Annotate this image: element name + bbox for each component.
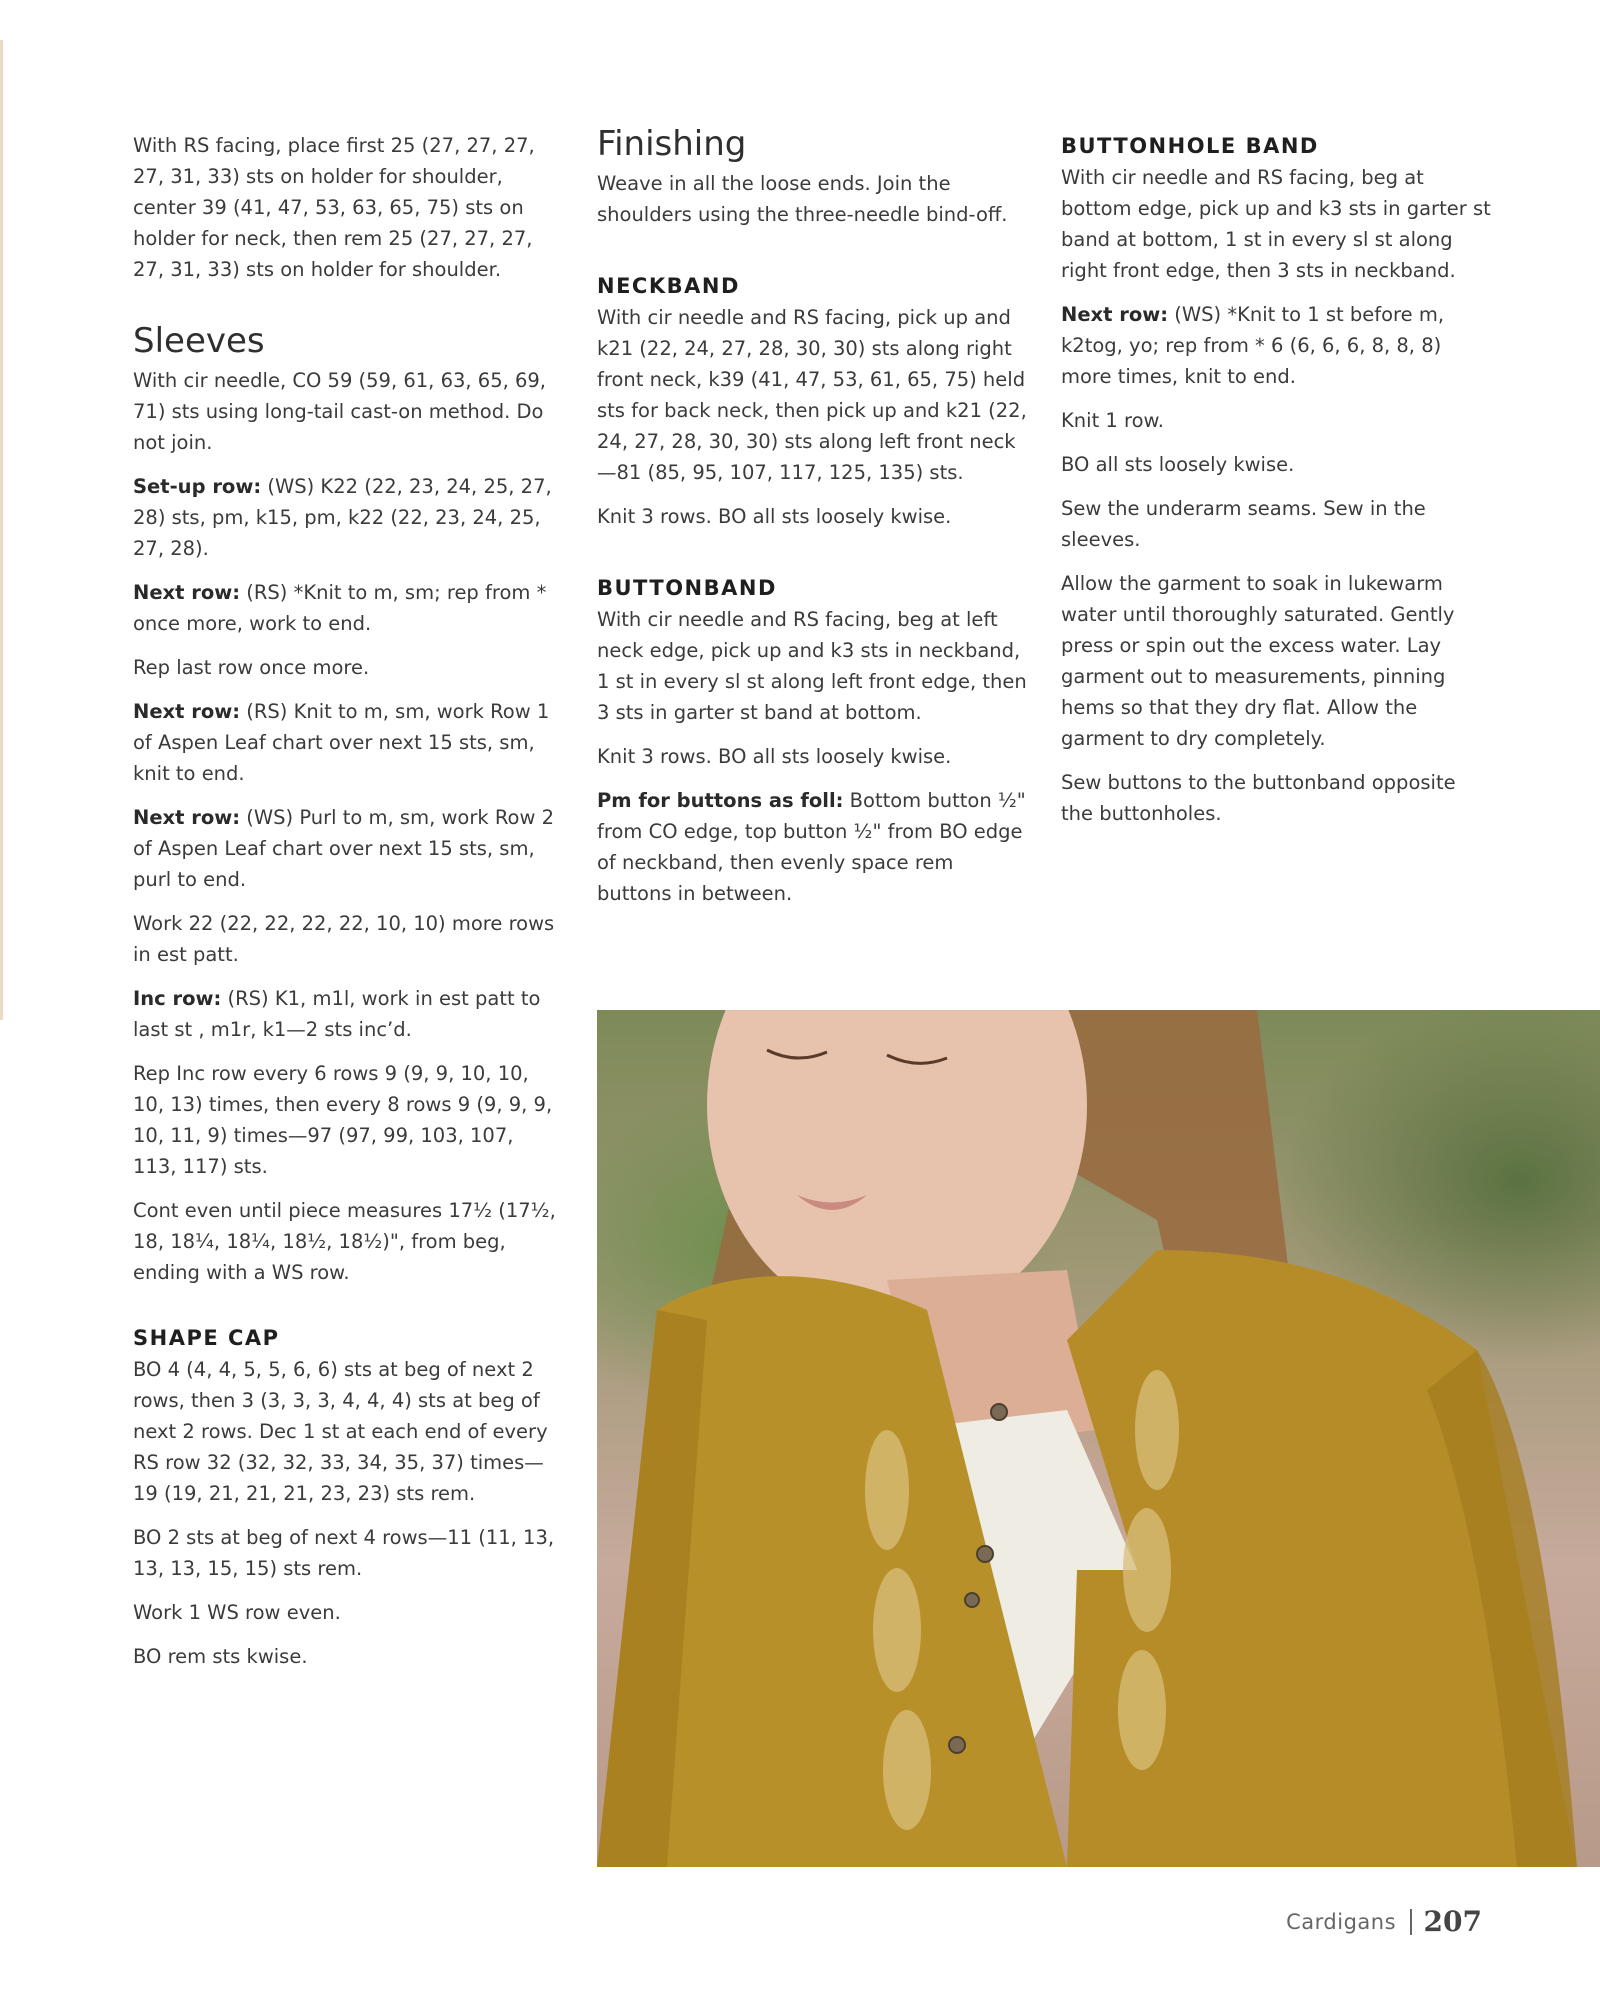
left-column [133, 130, 563, 1685]
right-column [1061, 130, 1491, 842]
setup-row-label: Set-up row: [133, 475, 262, 498]
page-number: 207 [1423, 1905, 1482, 1938]
next-row-2-label: Next row: [133, 700, 241, 723]
neckband-paragraph-1: With cir needle and RS facing, pick up and k21 (22, 24, 27, 28, 30, 30) sts along right front neck, k39 (41, 47, 53, 61, 65, 75) held sts for back neck, then pick up and k21 (22, 24, 27, 28, 30, 30) sts along left front neck—81 (85, 95, 107, 117, 125, 135) sts. [597, 306, 1027, 484]
buttonband-paragraph-2: Knit 3 rows. BO all sts loosely kwise. [597, 745, 952, 768]
buttonhole-next-row-text: (WS) *Knit to 1 st before m, k2tog, yo; rep from * 6 (6, 6, 6, 8, 8, 8) more times, knit to end. [1061, 303, 1445, 388]
page-footer [1286, 1905, 1482, 1938]
pm-buttons-label: Pm for buttons as foll: [597, 789, 844, 812]
footer-separator [1410, 1909, 1412, 1935]
middle-column [597, 122, 1027, 922]
setup-row-paragraph [133, 471, 563, 564]
buttonband-heading: BUTTONBAND [597, 576, 777, 600]
pm-buttons-paragraph [597, 785, 1027, 909]
shape-cap-paragraph-2: BO 2 sts at beg of next 4 rows—11 (11, 13, 13, 13, 15, 15) sts rem. [133, 1526, 555, 1580]
buttonhole-paragraph-1: With cir needle and RS facing, beg at bottom edge, pick up and k3 sts in garter st band at bottom, 1 st in every sl st along right front edge, then 3 sts in neckband. [1061, 166, 1491, 282]
finishing-paragraph: Weave in all the loose ends. Join the shoulders using the three-needle bind-off. [597, 172, 1008, 226]
neckband-heading: NECKBAND [597, 274, 740, 298]
soak-paragraph: Allow the garment to soak in lukewarm water until thoroughly saturated. Gently press or spin out the excess water. Lay garment out to measurements, pinning hems so that they dry flat. Allow the garment to dry completely. [1061, 572, 1455, 750]
next-row-1-text: (RS) *Knit to m, sm; rep from * once more, work to end. [133, 581, 547, 635]
buttonhole-next-row-label: Next row: [1061, 303, 1169, 326]
next-row-1-label: Next row: [133, 581, 241, 604]
knit-one-row-paragraph: Knit 1 row. [1061, 409, 1164, 432]
cardigan-photo [597, 1010, 1600, 1867]
sew-buttons-paragraph: Sew buttons to the buttonband opposite the buttonholes. [1061, 771, 1456, 825]
next-row-3-paragraph [133, 802, 563, 895]
buttonhole-next-row-paragraph [1061, 299, 1491, 392]
next-row-3-text: (WS) Purl to m, sm, work Row 2 of Aspen Leaf chart over next 15 sts, sm, purl to end. [133, 806, 555, 891]
sleeves-cast-on-paragraph: With cir needle, CO 59 (59, 61, 63, 65, 69, 71) sts using long-tail cast-on method. Do not join. [133, 369, 547, 454]
next-row-1-paragraph [133, 577, 563, 639]
sleeves-heading: Sleeves [133, 321, 265, 361]
footer-section-label: Cardigans [1286, 1909, 1397, 1934]
page-edge-rule [0, 40, 3, 1020]
setup-row-text: (WS) K22 (22, 23, 24, 25, 27, 28) sts, pm, k15, pm, k22 (22, 23, 24, 25, 27, 28). [133, 475, 552, 560]
shape-cap-paragraph-4: BO rem sts kwise. [133, 1645, 308, 1668]
inc-row-paragraph [133, 983, 563, 1045]
buttonhole-band-heading: BUTTONHOLE BAND [1061, 134, 1319, 158]
shape-cap-paragraph-3: Work 1 WS row even. [133, 1601, 341, 1624]
cardigan-photo-illustration [597, 1010, 1600, 1867]
bind-off-paragraph: BO all sts loosely kwise. [1061, 453, 1295, 476]
next-row-2-paragraph [133, 696, 563, 789]
shape-cap-heading: SHAPE CAP [133, 1326, 280, 1350]
cont-even-paragraph: Cont even until piece measures 17½ (17½, 18, 18¼, 18¼, 18½, 18½)", from beg, ending with a WS row. [133, 1199, 556, 1284]
buttonband-paragraph-1: With cir needle and RS facing, beg at left neck edge, pick up and k3 sts in neckband, 1 st in every sl st along left front edge, then 3 sts in garter st band at bottom. [597, 608, 1027, 724]
inc-row-text: (RS) K1, m1l, work in est patt to last st , m1r, k1—2 sts inc’d. [133, 987, 541, 1041]
pm-buttons-text: Bottom button ½" from CO edge, top button ½" from BO edge of neckband, then evenly space rem buttons in between. [597, 789, 1026, 905]
shape-cap-paragraph-1: BO 4 (4, 4, 5, 5, 6, 6) sts at beg of next 2 rows, then 3 (3, 3, 3, 4, 4, 4) sts at beg of next 2 rows. Dec 1 st at each end of every RS row 32 (32, 32, 33, 34, 35, 37) times—19 (19, 21, 21, 21, 23, 23) sts rem. [133, 1358, 548, 1505]
intro-paragraph: With RS facing, place first 25 (27, 27, 27, 27, 31, 33) sts on holder for shoulder, center 39 (41, 47, 53, 63, 65, 75) sts on holder for neck, then rem 25 (27, 27, 27, 27, 31, 33) sts on holder for shoulder. [133, 134, 535, 281]
sew-seams-paragraph: Sew the underarm seams. Sew in the sleeves. [1061, 497, 1426, 551]
finishing-heading: Finishing [597, 124, 747, 164]
inc-row-label: Inc row: [133, 987, 222, 1010]
neckband-paragraph-2: Knit 3 rows. BO all sts loosely kwise. [597, 505, 952, 528]
rep-inc-paragraph: Rep Inc row every 6 rows 9 (9, 9, 10, 10, 10, 13) times, then every 8 rows 9 (9, 9, 9, 10, 11, 9) times—97 (97, 99, 103, 107, 113, 117) sts. [133, 1062, 553, 1178]
next-row-2-text: (RS) Knit to m, sm, work Row 1 of Aspen Leaf chart over next 15 sts, sm, knit to end. [133, 700, 550, 785]
work-rows-paragraph: Work 22 (22, 22, 22, 22, 10, 10) more rows in est patt. [133, 912, 555, 966]
next-row-3-label: Next row: [133, 806, 241, 829]
rep-last-row-paragraph: Rep last row once more. [133, 656, 370, 679]
